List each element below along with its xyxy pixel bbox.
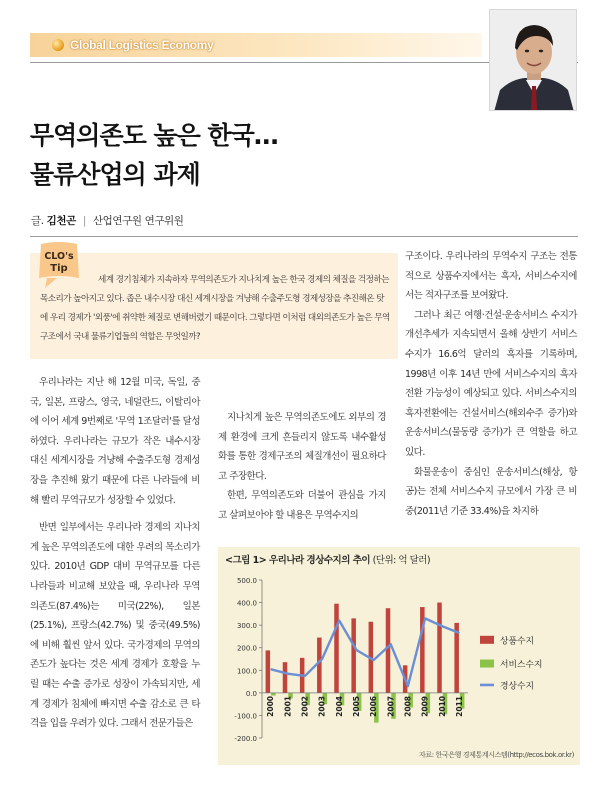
y-tick-label: 300.0 (236, 622, 257, 631)
bar-goods-balance (317, 638, 322, 693)
figure-source: 자료: 한국은행 경제통계시스템(http://ecos.bok.or.kr) (418, 751, 574, 759)
x-tick-label: 2000 (266, 695, 276, 717)
y-tick-label: 100.0 (236, 667, 257, 676)
paragraph: 반면 일부에서는 우리나라 경제의 지나치게 높은 무역의존도에 대한 우려의 목소리가 있다. 2010년 GDP 대비 무역규모를 다른 나라들과 비교해 보았을 때, 우리나라 무역의존도(87.4%)는 미국(22%), 일본(25.1%), 프랑스(42.7%) 및 중국(49.5%)에 비해 훨씬 앞서 있다. 국가경제의 무역의존도가 높다는 것은 세계 경제가 호황을 누릴 때는 수출 증가로 성장이 가속되지만, 세계 경제가 침체에 빠지면 수출 감소로 큰 타격을 입을 우려가 있다. 그래서 전문가들은 (30, 522, 200, 730)
line-current-account (271, 618, 460, 686)
legend-swatch (480, 660, 494, 668)
byline-separator: | (82, 215, 86, 227)
bar-goods-balance (386, 608, 391, 693)
y-tick-label: 0.0 (245, 689, 257, 698)
x-tick-label: 2003 (317, 695, 327, 717)
x-tick-label: 2005 (351, 695, 361, 717)
figure-title (225, 552, 430, 566)
figure-title-main: <그림 1> 우리나라 경상수지의 추이 (225, 555, 371, 566)
byline (31, 213, 184, 228)
section-bullet-icon (52, 39, 64, 51)
x-tick-label: 2007 (386, 695, 396, 717)
legend-swatch (480, 636, 494, 644)
x-tick-label: 2002 (300, 695, 310, 717)
body-column-3 (405, 247, 577, 521)
body-column-2 (218, 408, 386, 526)
paragraph: 그러나 최근 여행·건설·운송서비스 수지가 개선추세가 지속되면서 올해 상반기 서비스 수지가 16.6억 달러의 흑자를 기록하며, 1998년 이후 14년 만에 서비스수지의 흑자전환 가능성이 예상되고 있다. 서비스수지의 흑자전환에는 건설서비스(해외수주 증가)와 운송서비스(물동량 증가)가 큰 역할을 하고 있다. (405, 309, 577, 458)
article-title-line1: 무역의존도 높은 한국… (30, 121, 278, 150)
current-account-chart (218, 568, 580, 748)
author-portrait (489, 9, 577, 111)
section-label: Global Logistics Economy (70, 38, 214, 52)
byline-author: 김천곤 (46, 215, 76, 227)
x-tick-label: 2006 (369, 695, 379, 717)
figure-title-unit: (단위: 억 달러) (372, 555, 431, 566)
bar-goods-balance (334, 604, 339, 693)
y-tick-label: 500.0 (236, 577, 257, 585)
tip-badge-line1: CLO's (44, 251, 74, 262)
paragraph: 지나치게 높은 무역의존도에도 외부의 경제 환경에 크게 흔들리지 않도록 내수활성화를 통한 경제구조의 체질개선이 필요하다고 주장한다. (218, 412, 386, 482)
legend-label: 서비스수지 (500, 660, 543, 671)
legend-label: 경상수지 (500, 681, 534, 692)
bar-goods-balance (283, 662, 288, 693)
paragraph: 화물운송이 중심인 운송서비스(해상, 항공)는 전체 서비스수지 규모에서 가장 큰 비중(2011년 기준 33.4%)을 차지하 (405, 466, 577, 517)
x-tick-label: 2008 (403, 695, 413, 717)
x-tick-label: 2009 (420, 695, 430, 717)
y-tick-label: 200.0 (236, 644, 257, 653)
legend-label: 상품수지 (500, 636, 534, 647)
body-column-1 (30, 373, 200, 734)
y-tick-label: 400.0 (236, 599, 257, 608)
x-tick-label: 2011 (454, 695, 464, 717)
byline-rule (30, 236, 578, 237)
paragraph: 한편, 무역의존도와 더불어 관심을 가지고 살펴보아야 할 내용은 무역수지의 (218, 490, 386, 521)
x-tick-label: 2004 (334, 695, 344, 717)
y-tick-label: -200.0 (234, 735, 257, 743)
tip-badge-line2: Tip (50, 263, 68, 274)
paragraph: 구조이다. 우리나라의 무역수지 구조는 전통적으로 상품수지에서는 흑자, 서비스수지에서는 적자구조를 보여왔다. (405, 251, 577, 302)
bar-goods-balance (437, 603, 442, 693)
byline-prefix: 글. (31, 215, 44, 227)
bar-goods-balance (351, 618, 356, 692)
byline-affiliation: 산업연구원 연구위원 (92, 215, 184, 227)
bar-services-balance (271, 693, 276, 696)
bar-goods-balance (266, 650, 271, 692)
x-tick-label: 2010 (437, 695, 447, 717)
article-title-line2: 물류산업의 과제 (30, 160, 200, 189)
x-tick-label: 2001 (283, 695, 293, 717)
y-tick-label: -100.0 (234, 712, 257, 721)
paragraph: 우리나라는 지난 해 12월 미국, 독일, 중국, 일본, 프랑스, 영국, 네덜란드, 이탈리아에 이어 세계 9번째로 '무역 1조달러'를 달성하였다. 우리나라는 규모가 작은 내수시장 대신 세계시장을 겨냥해 수출주도형 경제성장을 추진해 왔기 때문에 다른 나라들에 비해 빨리 무역규모가 성장할 수 있었다. (30, 377, 200, 506)
tip-text: 세계 경기침체가 지속하자 무역의존도가 지나치게 높은 한국 경제의 체질을 걱정하는 목소리가 높아지고 있다. 좁은 내수시장 대신 세계시장을 겨냥해 수출주도형 경제성장을 추진해온 탓에 우리 경제가 '외풍'에 취약한 체질로 변해버렸기 때문이다. 그렇다면 이처럼 대외의존도가 높은 무역구조에서 국내 물류기업들의 역할은 무엇일까? (40, 275, 390, 342)
